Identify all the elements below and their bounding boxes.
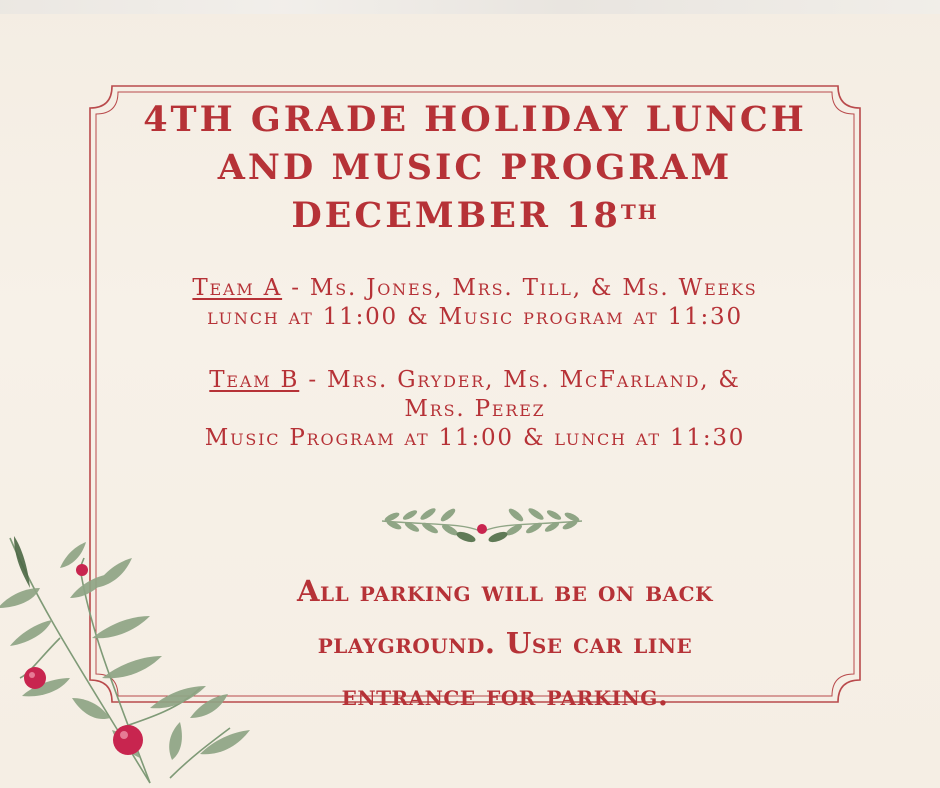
parking-line-3: entrance for parking. [341, 678, 669, 712]
holly-sprig-divider-icon [372, 503, 592, 551]
team-b-block [90, 366, 860, 453]
team-b-teachers: - Mrs. Gryder, Ms. McFarland, & [299, 367, 741, 393]
parking-line-1: All parking will be on back [297, 574, 713, 608]
team-a-teachers-line [90, 274, 860, 303]
team-b-schedule: Music Program at 11:00 & lunch at 11:30 [204, 425, 746, 451]
team-b-teachers-line-2: Mrs. Perez [404, 396, 546, 422]
paper-torn-edge [0, 0, 940, 14]
date-suffix: TH [620, 200, 659, 224]
title-line-2: AND MUSIC PROGRAM [217, 147, 733, 188]
parking-notice [240, 565, 770, 721]
eucalyptus-branch-icon [0, 528, 270, 788]
team-a-schedule: lunch at 11:00 & Music program at 11:30 [207, 304, 743, 330]
team-b-label: Team B [209, 367, 300, 393]
parking-line-2: playground. Use car line [317, 626, 693, 660]
team-b-teachers-line [90, 366, 860, 395]
event-title [86, 96, 864, 240]
title-line-3 [86, 192, 864, 240]
title-line-1: 4TH GRADE HOLIDAY LUNCH [143, 99, 807, 140]
team-a-block [90, 274, 860, 332]
team-a-teachers: - Ms. Jones, Mrs. Till, & Ms. Weeks [282, 275, 758, 301]
team-a-label: Team A [192, 275, 283, 301]
event-date: DECEMBER 18 [291, 195, 621, 236]
